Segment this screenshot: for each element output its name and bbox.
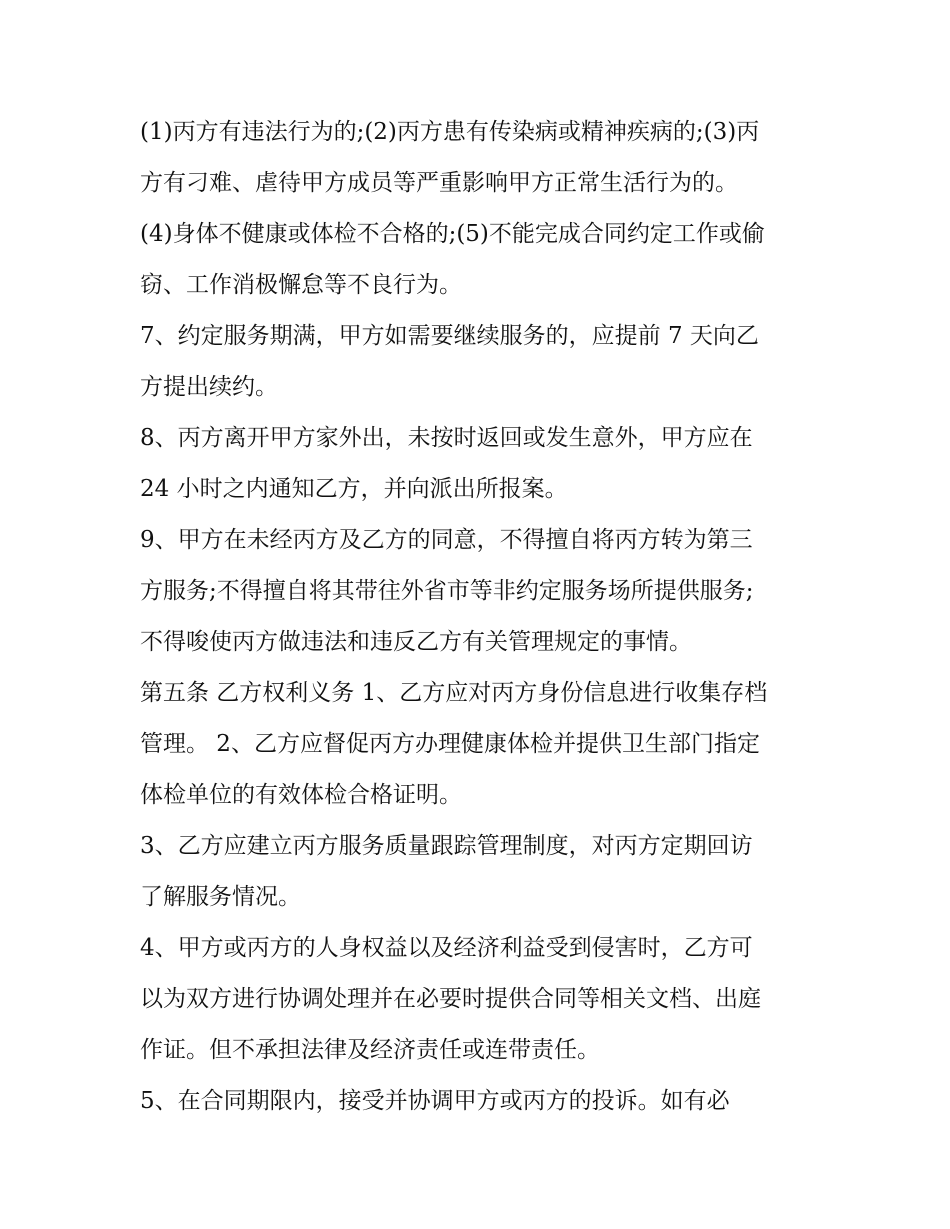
document-body xyxy=(140,107,820,1127)
text-line: (4)身体不健康或体检不合格的;(5)不能完成合同约定工作或偷 xyxy=(140,221,765,247)
text-line: 不得唆使丙方做违法和违反乙方有关管理规定的事情。 xyxy=(140,629,692,655)
text-line: 作证。但不承担法律及经济责任或连带责任。 xyxy=(140,1037,600,1063)
text-line: 9、甲方在未经丙方及乙方的同意，不得擅自将丙方转为第三 xyxy=(140,527,753,553)
text-line: 24 小时之内通知乙方，并向派出所报案。 xyxy=(140,476,568,502)
text-line: 3、乙方应建立丙方服务质量跟踪管理制度，对丙方定期回访 xyxy=(140,833,753,859)
text-line: 方有刁难、虐待甲方成员等严重影响甲方正常生活行为的。 xyxy=(140,170,738,196)
text-line: 管理。 2、乙方应督促丙方办理健康体检并提供卫生部门指定 xyxy=(140,731,760,757)
text-line: 8、丙方离开甲方家外出，未按时返回或发生意外，甲方应在 xyxy=(140,425,753,451)
text-line: 4、甲方或丙方的人身权益以及经济利益受到侵害时，乙方可 xyxy=(140,935,753,961)
text-line: (1)丙方有违法行为的;(2)丙方患有传染病或精神疾病的;(3)丙 xyxy=(140,119,760,145)
text-line: 方服务;不得擅自将其带往外省市等非约定服务场所提供服务; xyxy=(140,578,754,604)
text-line: 了解服务情况。 xyxy=(140,884,301,910)
text-line: 第五条 乙方权利义务 1、乙方应对丙方身份信息进行收集存档 xyxy=(140,680,768,706)
text-line: 方提出续约。 xyxy=(140,374,278,400)
text-line: 5、在合同期限内，接受并协调甲方或丙方的投诉。如有必 xyxy=(140,1088,730,1114)
text-line: 窃、工作消极懈怠等不良行为。 xyxy=(140,272,462,298)
text-line: 以为双方进行协调处理并在必要时提供合同等相关文档、出庭 xyxy=(140,986,761,1012)
text-line: 体检单位的有效体检合格证明。 xyxy=(140,782,462,808)
text-line: 7、约定服务期满，甲方如需要继续服务的，应提前 7 天向乙 xyxy=(140,323,759,349)
